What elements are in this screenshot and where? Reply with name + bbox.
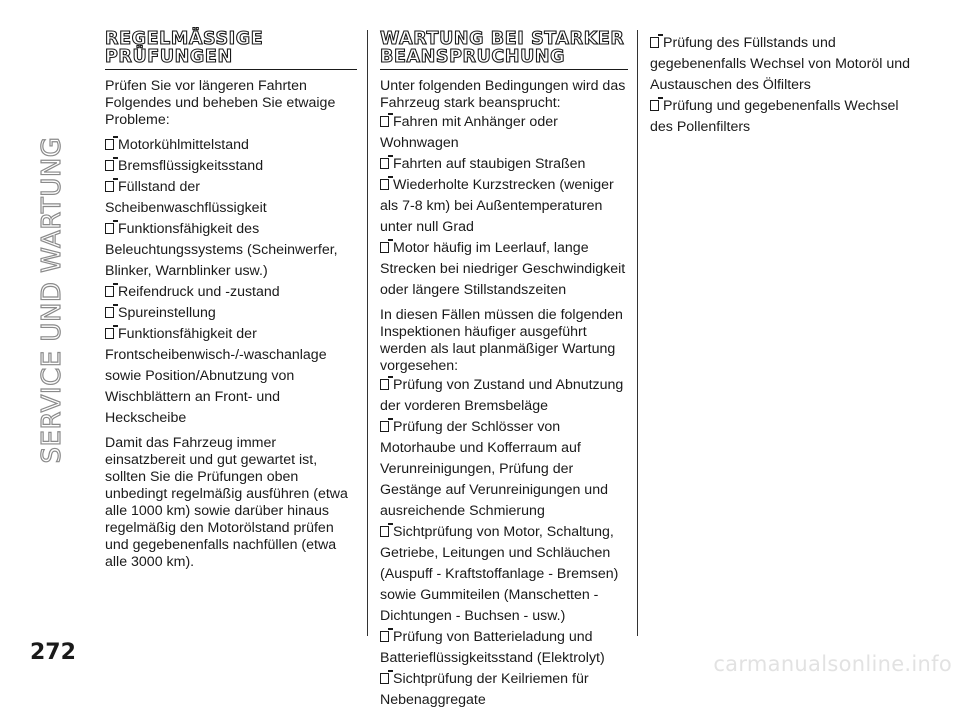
- inspections-list: [380, 375, 628, 711]
- watermark: carmanualsonline.info: [713, 652, 952, 676]
- list-item: Funktionsfähigkeit des Beleuchtungssystems (Scheinwerfer, Blinker, Warnblinker usw.): [105, 221, 338, 279]
- checkbox-bullet-icon: [380, 116, 389, 127]
- checkbox-bullet-icon: [380, 526, 389, 537]
- checkbox-bullet-icon: [380, 242, 389, 253]
- column-continued: [650, 33, 910, 138]
- checkbox-bullet-icon: [380, 631, 389, 642]
- page-number: 272: [30, 640, 76, 665]
- list-item: Funktionsfähigkeit der Frontscheibenwisch-/-waschanlage sowie Position/Abnutzung von Wischblättern an Front- und Heckscheibe: [105, 326, 327, 426]
- checkbox-bullet-icon: [380, 158, 389, 169]
- list-item: Motorkühlmittelstand: [105, 135, 357, 156]
- column-divider: [637, 30, 638, 636]
- closing-text: Damit das Fahrzeug immer einsatzbereit und gut gewartet ist, sollten Sie die Prüfungen oben unbedingt regelmäßig ausführen (etwa alle 1000 km) sowie darüber hinaus regelmäßig den Motorölstand prüfen und gegebenenfalls nachfüllen (etwa alle 3000 km).: [105, 435, 348, 570]
- list-item: Fahrten auf staubigen Straßen: [380, 154, 628, 175]
- checkbox-bullet-icon: [105, 160, 114, 171]
- list-item: Motor häufig im Leerlauf, lange Strecken bei niedriger Geschwindigkeit oder längere Stillstandszeiten: [380, 240, 626, 298]
- list-item: Prüfung von Batterieladung und Batterieflüssigkeitsstand (Elektrolyt): [380, 629, 605, 666]
- section-side-label: SERVICE UND WARTUNG: [37, 136, 67, 464]
- heading-regular-checks: REGELMÄSSIGE PRÜFUNGEN: [105, 30, 357, 70]
- column-heavy-duty-maintenance: [380, 30, 628, 711]
- list-item: Bremsflüssigkeitsstand: [105, 156, 357, 177]
- heading-heavy-duty: WARTUNG BEI STARKER BEANSPRUCHUNG: [380, 30, 628, 70]
- list-item: Prüfung und gegebenenfalls Wechsel des Pollenfilters: [650, 98, 899, 135]
- checkbox-bullet-icon: [105, 181, 114, 192]
- checkbox-bullet-icon: [650, 100, 659, 111]
- checklist: [105, 135, 357, 429]
- list-item: Prüfung des Füllstands und gegebenenfalls Wechsel von Motoröl und Austauschen des Ölfilters: [650, 35, 911, 93]
- conditions-list: [380, 112, 628, 301]
- intro-text: Prüfen Sie vor längeren Fahrten Folgendes und beheben Sie etwaige Probleme:: [105, 78, 336, 128]
- checkbox-bullet-icon: [380, 421, 389, 432]
- column-divider: [367, 30, 368, 636]
- checkbox-bullet-icon: [105, 139, 114, 150]
- column-regular-checks: [105, 30, 357, 577]
- checkbox-bullet-icon: [380, 179, 389, 190]
- list-item: Prüfung von Zustand und Abnutzung der vorderen Bremsbeläge: [380, 377, 624, 414]
- list-item: Sichtprüfung von Motor, Schaltung, Getriebe, Leitungen und Schläuchen (Auspuff - Kraftstoffanlage - Bremsen) sowie Gummiteilen (Manschetten - Dichtungen - Buchsen - usw.): [380, 524, 619, 624]
- middle-text: In diesen Fällen müssen die folgenden Inspektionen häufiger ausgeführt werden als laut planmäßiger Wartung vorgesehen:: [380, 307, 623, 374]
- checkbox-bullet-icon: [105, 328, 114, 339]
- list-item: Sichtprüfung der Keilriemen für Nebenaggregate: [380, 671, 589, 708]
- list-item: Prüfung der Schlösser von Motorhaube und Kofferraum auf Verunreinigungen, Prüfung der Gestänge auf Verunreinigungen und ausreichende Schmierung: [380, 419, 608, 519]
- list-item: Füllstand der Scheibenwaschflüssigkeit: [105, 179, 267, 216]
- checkbox-bullet-icon: [380, 379, 389, 390]
- checkbox-bullet-icon: [380, 673, 389, 684]
- checkbox-bullet-icon: [105, 223, 114, 234]
- list-item: Fahren mit Anhänger oder Wohnwagen: [380, 114, 558, 151]
- list-item: Spureinstellung: [105, 303, 357, 324]
- checkbox-bullet-icon: [105, 307, 114, 318]
- list-item: Wiederholte Kurzstrecken (weniger als 7-8 km) bei Außentemperaturen unter null Grad: [380, 177, 614, 235]
- checkbox-bullet-icon: [105, 286, 114, 297]
- list-item: Reifendruck und -zustand: [105, 282, 357, 303]
- intro-text: Unter folgenden Bedingungen wird das Fahrzeug stark beansprucht:: [380, 78, 626, 111]
- checkbox-bullet-icon: [650, 37, 659, 48]
